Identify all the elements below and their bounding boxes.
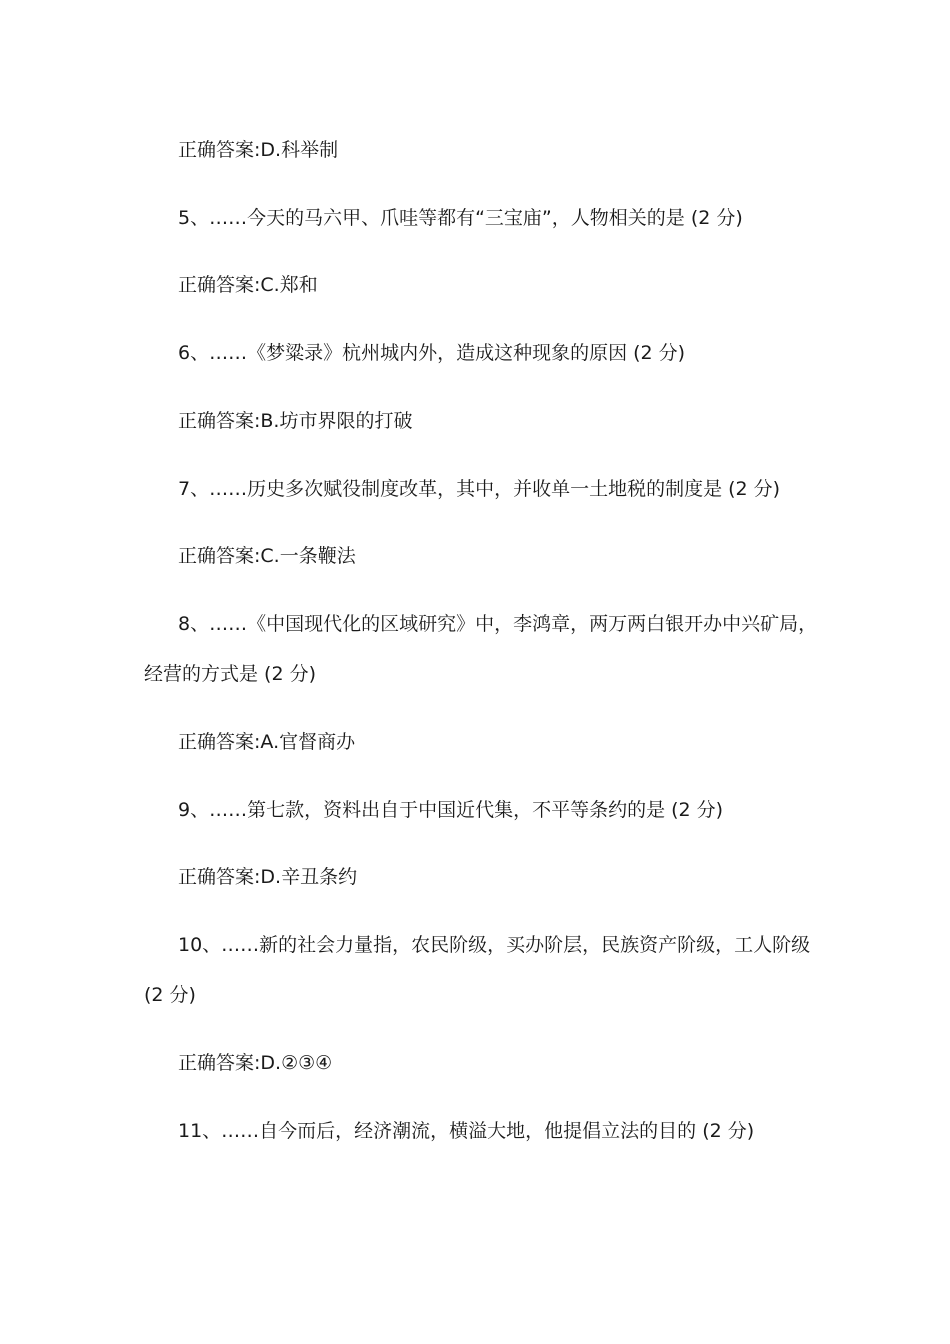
question-7: 7、……历史多次赋役制度改革，其中，并收单一土地税的制度是 (2 分): [178, 478, 781, 500]
answer-10: 正确答案:D.②③④: [178, 1052, 333, 1074]
question-9: 9、……第七款，资料出自于中国近代集，不平等条约的是 (2 分): [178, 799, 724, 821]
question-10-line-2: (2 分): [144, 984, 196, 1006]
answer-5: 正确答案:C.郑和: [178, 274, 318, 296]
answer-9: 正确答案:D.辛丑条约: [178, 866, 358, 888]
answer-6: 正确答案:B.坊市界限的打破: [178, 410, 413, 432]
answer-4: 正确答案:D.科举制: [178, 139, 339, 161]
question-10-line-1: 10、……新的社会力量指，农民阶级，买办阶层，民族资产阶级，工人阶级: [178, 934, 811, 956]
question-8-line-2: 经营的方式是 (2 分): [144, 663, 316, 685]
question-6: 6、……《梦粱录》杭州城内外，造成这种现象的原因 (2 分): [178, 342, 686, 364]
question-11: 11、……自今而后，经济潮流，横溢大地，他提倡立法的目的 (2 分): [178, 1120, 755, 1142]
answer-7: 正确答案:C.一条鞭法: [178, 545, 356, 567]
question-5: 5、……今天的马六甲、爪哇等都有“三宝庙”，人物相关的是 (2 分): [178, 207, 743, 229]
answer-8: 正确答案:A.官督商办: [178, 731, 356, 753]
question-8-line-1: 8、……《中国现代化的区域研究》中，李鸿章，两万两白银开办中兴矿局，: [178, 613, 818, 635]
